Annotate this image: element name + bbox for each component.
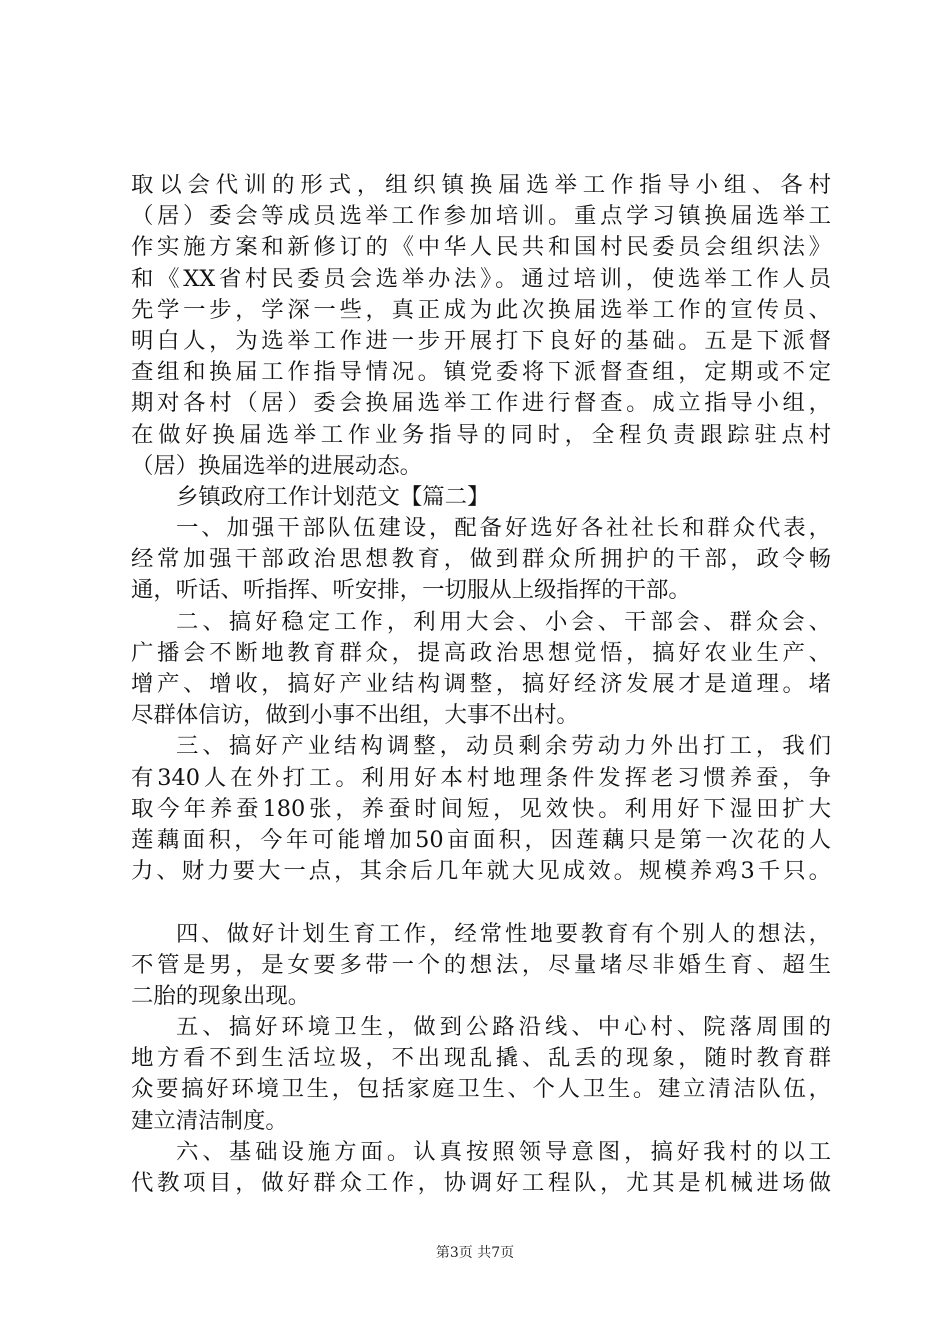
text-line: 地方看不到生活垃圾，不出现乱撬、乱丢的现象，随时教育群 <box>131 1045 831 1072</box>
text-line: 建立清洁制度。 <box>131 1107 288 1134</box>
text-line: 期对各村（居）委会换届选举工作进行督查。成立指导小组， <box>131 390 831 417</box>
text-line: 在做好换届选举工作业务指导的同时，全程负责跟踪驻点村 <box>131 421 831 448</box>
text-line: （居）委会等成员选举工作参加培训。重点学习镇换届选举工 <box>131 203 831 230</box>
paragraph-start-line: 四、做好计划生育工作，经常性地要教育有个别人的想法， <box>176 920 831 947</box>
text-line: 取以会代训的形式，组织镇换届选举工作指导小组、各村 <box>131 172 831 198</box>
text-line: 众要搞好环境卫生，包括家庭卫生、个人卫生。建立清洁队伍， <box>131 1076 831 1103</box>
paragraph-start-line: 二、搞好稳定工作，利用大会、小会、干部会、群众会、 <box>176 608 831 635</box>
text-line: 作实施方案和新修订的《中华人民共和国村民委员会组织法》 <box>131 234 831 261</box>
text-line: 有340人在外打工。利用好本村地理条件发挥老习惯养蚕，争 <box>131 764 831 791</box>
text-line: 查组和换届工作指导情况。镇党委将下派督查组，定期或不定 <box>131 359 831 386</box>
text-line: 经常加强干部政治思想教育，做到群众所拥护的干部，政令畅 <box>131 546 831 573</box>
page-footer: 第3页 共7页 <box>435 1245 515 1261</box>
paragraph-start-line: 乡镇政府工作计划范文【篇二】 <box>176 483 490 510</box>
paragraph-start-line: 五、搞好环境卫生，做到公路沿线、中心村、院落周围的 <box>176 1014 831 1041</box>
text-line: 和《XX省村民委员会选举办法》。通过培训，使选举工作人员 <box>131 265 831 292</box>
blank-line <box>131 887 831 918</box>
text-line: 代教项目，做好群众工作，协调好工程队，尤其是机械进场做 <box>131 1170 831 1196</box>
text-line: 取今年养蚕180张，养蚕时间短，见效快。利用好下湿田扩大 <box>131 795 831 822</box>
text-line: 先学一步，学深一些，真正成为此次换届选举工作的宣传员、 <box>131 296 831 323</box>
text-line: 力、财力要大一点，其余后几年就大见成效。规模养鸡3千只。 <box>131 858 831 885</box>
text-line: 不管是男，是女要多带一个的想法，尽量堵尽非婚生育、超生 <box>131 951 831 978</box>
text-line: 莲藕面积，今年可能增加50亩面积，因莲藕只是第一次花的人 <box>131 826 831 853</box>
paragraph-start-line: 三、搞好产业结构调整，动员剩余劳动力外出打工，我们 <box>176 733 831 760</box>
paragraph-start-line: 六、基础设施方面。认真按照领导意图，搞好我村的以工 <box>176 1138 831 1165</box>
text-line: 增产、增收，搞好产业结构调整，搞好经济发展才是道理。堵 <box>131 671 831 697</box>
text-line: 明白人，为选举工作进一步开展打下良好的基础。五是下派督 <box>131 327 831 354</box>
document-body <box>131 170 831 1199</box>
text-line: （居）换届选举的进展动态。 <box>131 452 423 479</box>
text-line: 尽群体信访，做到小事不出组，大事不出村。 <box>131 702 579 729</box>
text-line: 二胎的现象出现。 <box>131 982 311 1009</box>
text-line: 通，听话、听指挥、听安排，一切服从上级指挥的干部。 <box>131 577 691 604</box>
paragraph-start-line: 一、加强干部队伍建设，配备好选好各社社长和群众代表， <box>176 515 831 542</box>
text-line: 广播会不断地教育群众，提高政治思想觉悟，搞好农业生产、 <box>131 639 831 666</box>
